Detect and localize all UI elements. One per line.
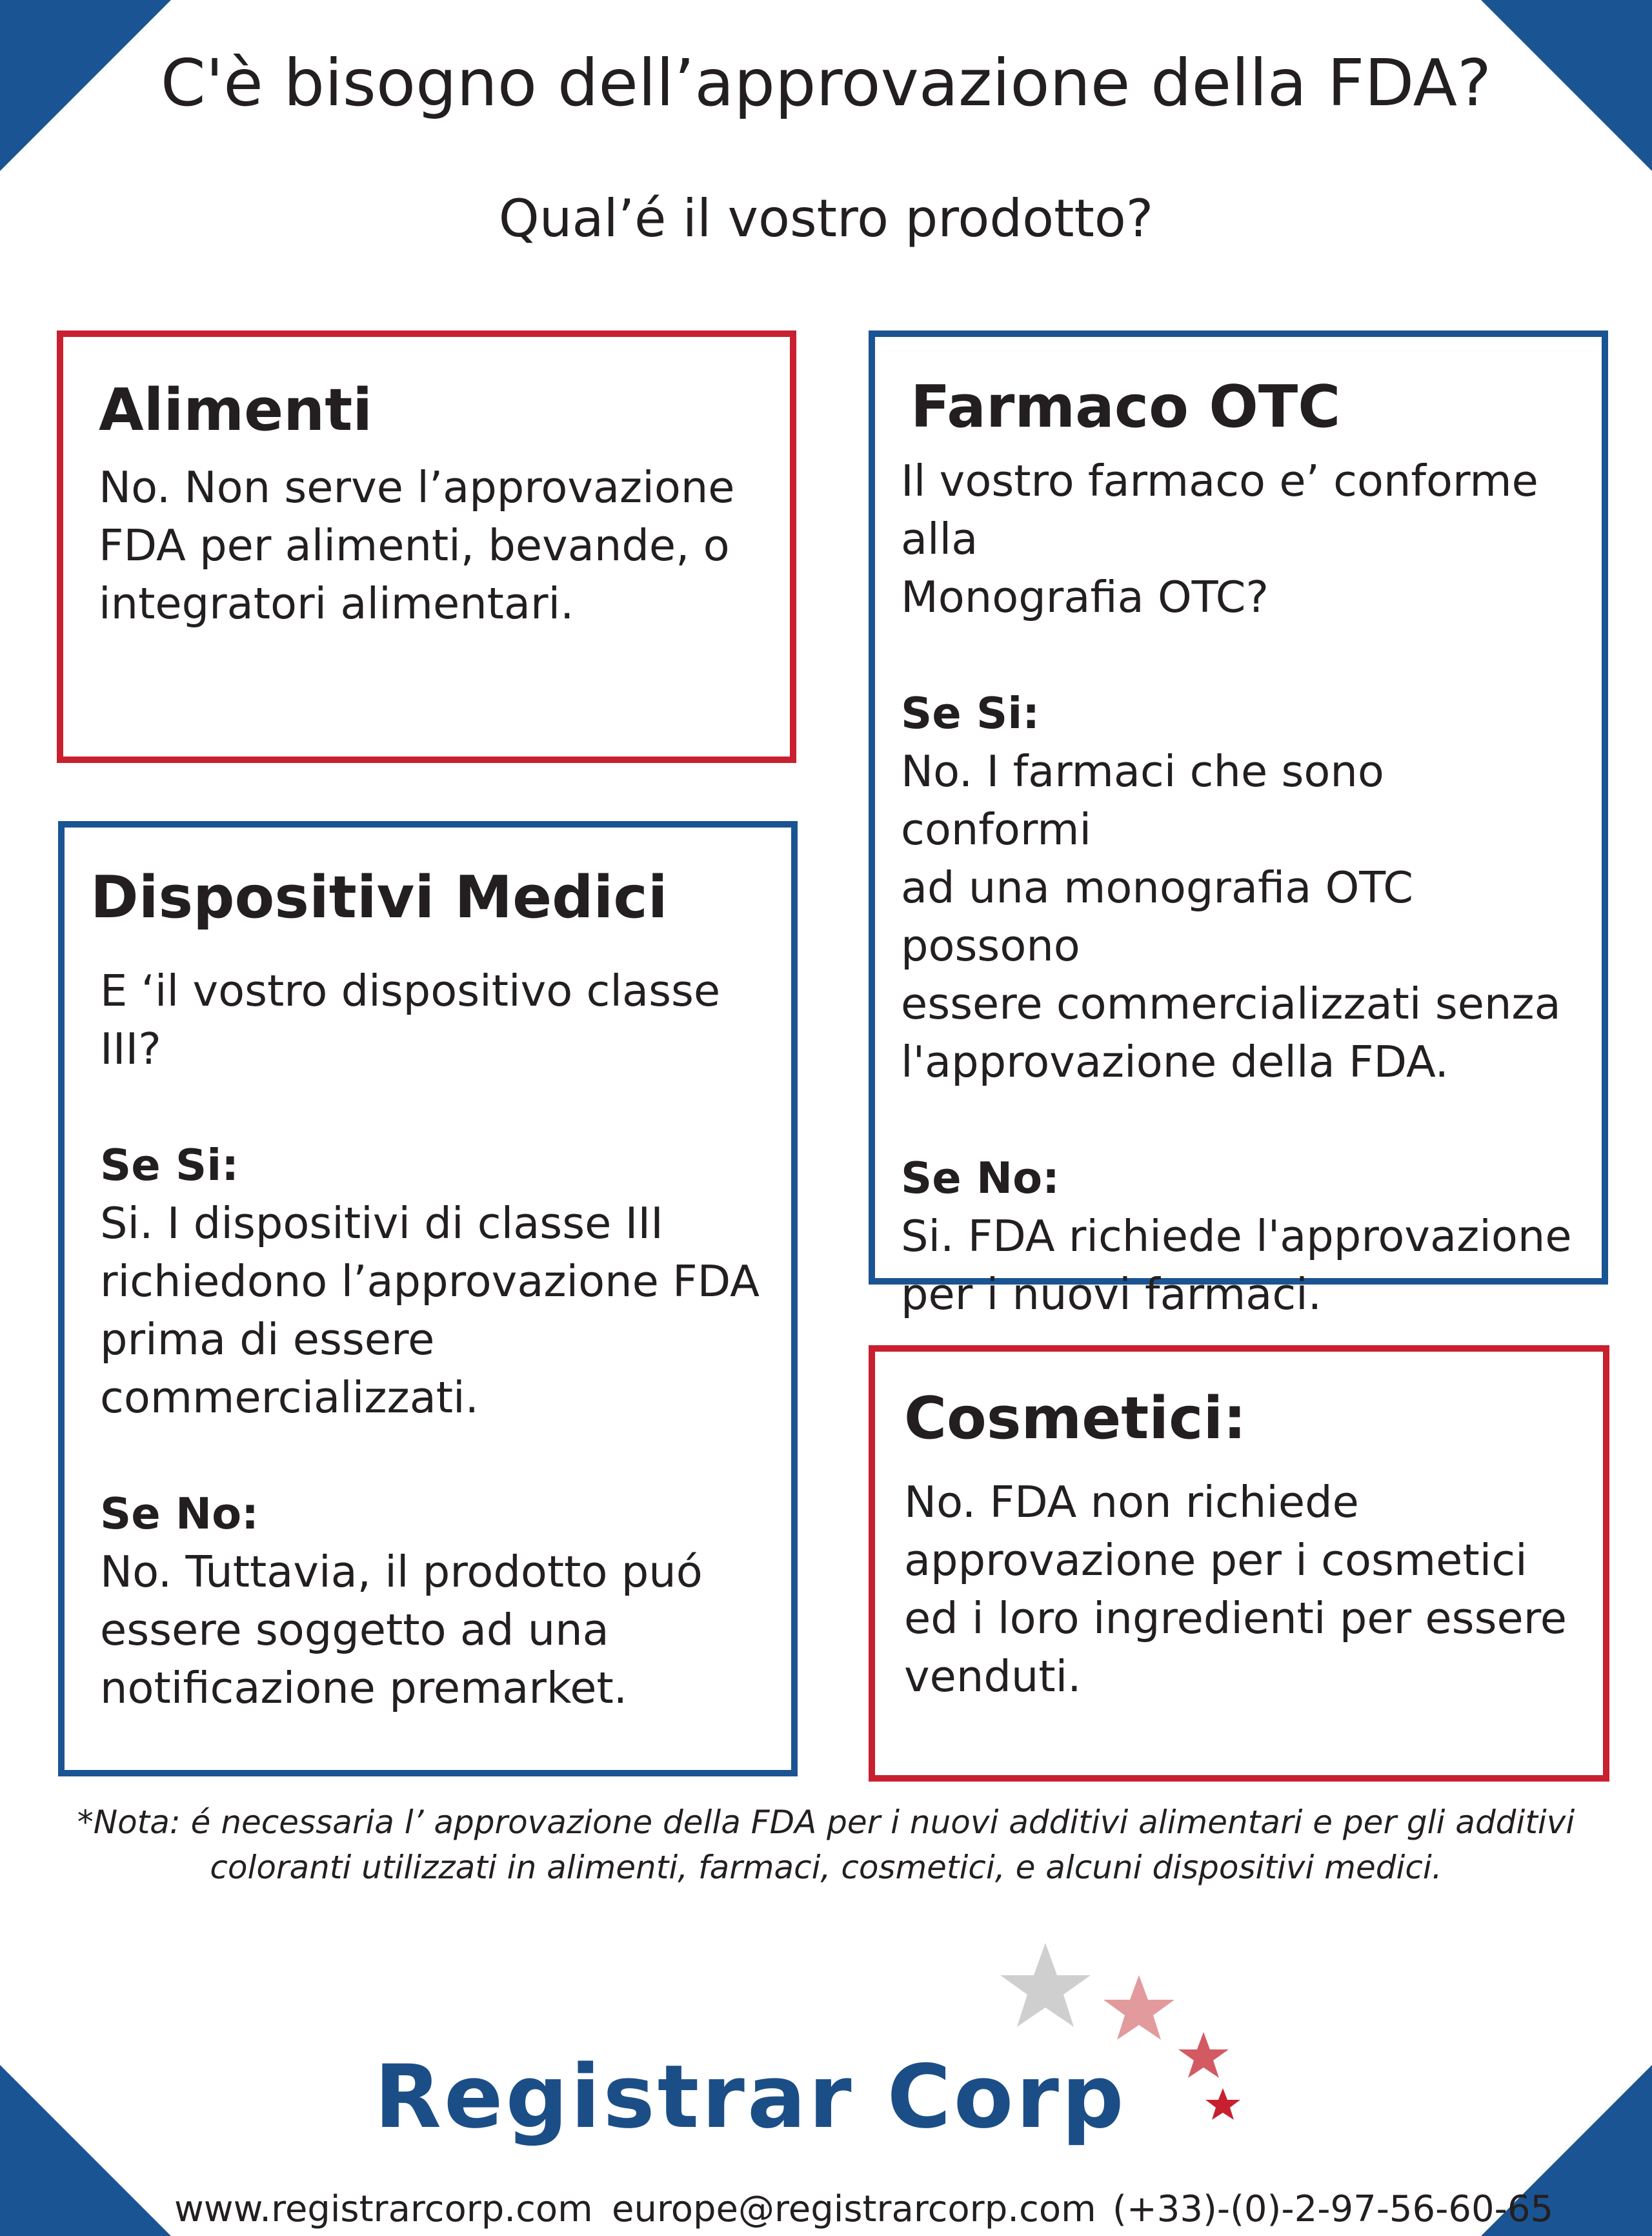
card-question: Monografia OTC? — [901, 572, 1269, 622]
card-line: richiedono l’approvazione FDA — [100, 1256, 760, 1306]
card-line: No. Non serve l’approvazione — [99, 462, 735, 513]
card-line: essere commercializzati senza — [901, 979, 1561, 1029]
footer-phone: (+33)-(0)-2-97-56-60-65 — [1113, 2188, 1554, 2230]
card-line: prima di essere commercializzati. — [100, 1314, 479, 1423]
footnote-line: *Nota: é necessaria l’ approvazione della FDA per i nuovi additivi alimentari e per gli additivi — [77, 1804, 1575, 1841]
card-line: approvazione per i cosmetici — [904, 1535, 1527, 1585]
card-line: l'approvazione della FDA. — [901, 1037, 1449, 1087]
card-alimenti — [57, 330, 796, 763]
card-line: No. Tuttavia, il prodotto puó — [100, 1547, 703, 1597]
se-no-label: Se No: — [100, 1489, 259, 1539]
card-line: essere soggetto ad una — [100, 1605, 609, 1655]
card-line: Si. FDA richiede l'approvazione — [901, 1211, 1572, 1261]
footnote — [0, 1800, 1652, 1890]
footer-website[interactable]: www.registrarcorp.com — [174, 2188, 593, 2230]
footnote-line: coloranti utilizzati in alimenti, farmaci, cosmetici, e alcuni dispositivi medici. — [210, 1849, 1442, 1886]
card-question: Il vostro farmaco e’ conforme alla — [901, 456, 1538, 564]
se-no-label: Se No: — [901, 1153, 1060, 1203]
card-heading: Dispositivi Medici — [90, 864, 668, 931]
se-si-label: Se Si: — [901, 688, 1040, 738]
corner-decoration-bottom-left — [0, 2065, 171, 2236]
card-line: ad una monografia OTC possono — [901, 862, 1414, 971]
card-dispositivi-medici — [58, 821, 798, 1776]
card-line: integratori alimentari. — [99, 578, 574, 629]
card-line: Si. I dispositivi di classe III — [100, 1198, 663, 1248]
card-line: ed i loro ingredienti per essere — [904, 1593, 1567, 1643]
page-subtitle: Qual’é il vostro prodotto? — [498, 188, 1154, 249]
card-heading: Farmaco OTC — [911, 373, 1341, 441]
star-icon — [1205, 2088, 1240, 2120]
card-line: venduti. — [904, 1651, 1082, 1702]
card-question: E ‘il vostro dispositivo classe III? — [100, 966, 721, 1074]
star-icon — [1178, 2032, 1229, 2078]
se-si-label: Se Si: — [100, 1140, 239, 1190]
card-line: FDA per alimenti, bevande, o — [99, 520, 730, 571]
card-line: notificazione premarket. — [100, 1663, 628, 1713]
card-cosmetici — [869, 1345, 1609, 1782]
star-icon — [1103, 1975, 1174, 2040]
star-icon — [1000, 1943, 1091, 2027]
card-line: per i nuovi farmaci. — [901, 1269, 1322, 1319]
card-line: No. FDA non richiede — [904, 1477, 1359, 1527]
card-heading: Alimenti — [99, 376, 373, 444]
card-line: No. I farmaci che sono conformi — [901, 746, 1384, 855]
logo-wordmark: Registrar Corp — [374, 2046, 1127, 2148]
footer-email[interactable]: europe@registrarcorp.com — [612, 2188, 1096, 2230]
page-title: C'è bisogno dell’approvazione della FDA? — [160, 45, 1492, 121]
card-farmaco-otc — [869, 330, 1608, 1319]
card-heading: Cosmetici: — [904, 1385, 1247, 1452]
